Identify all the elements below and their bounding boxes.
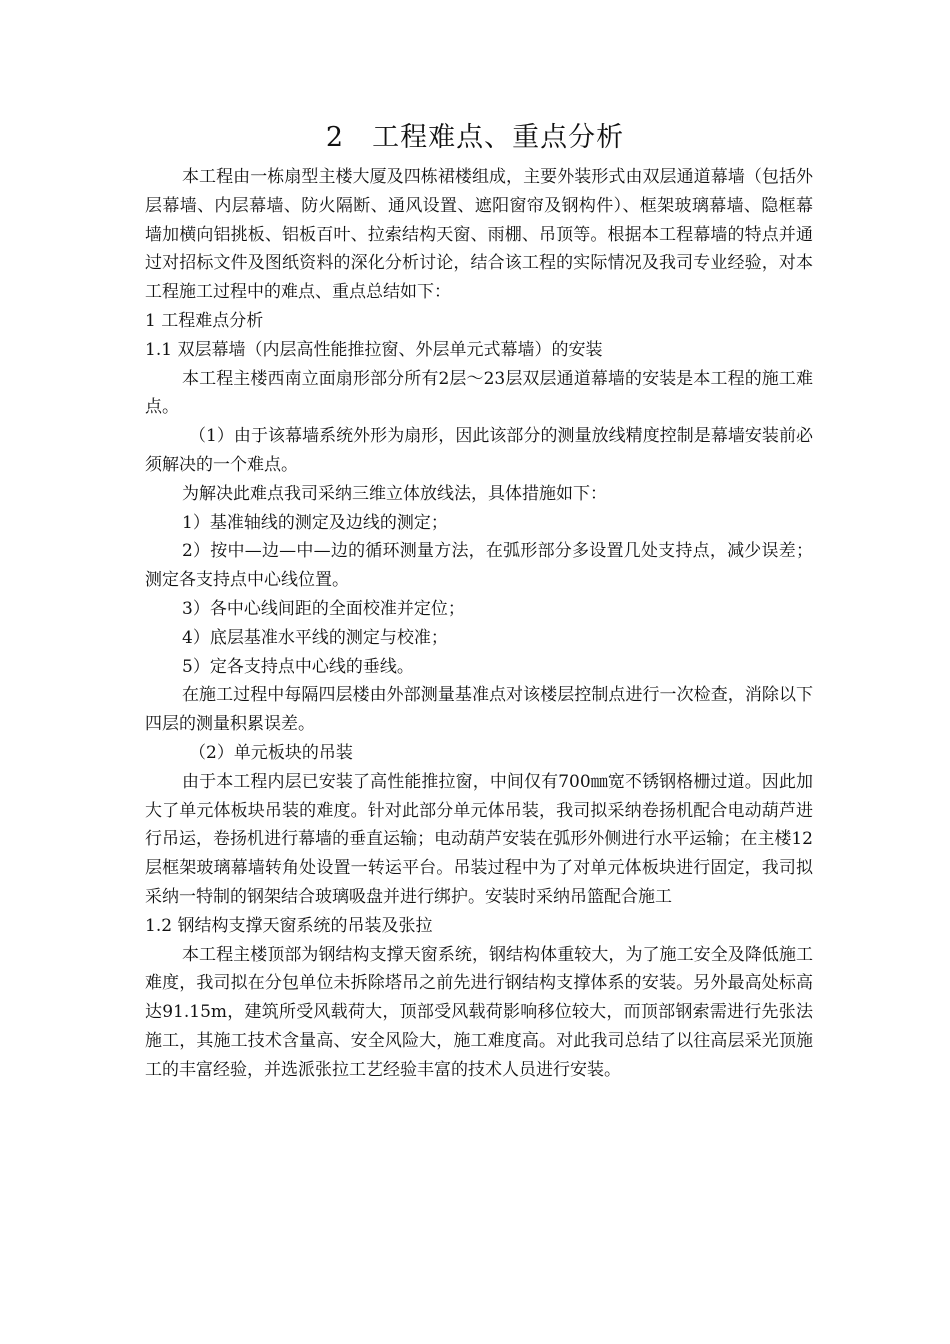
- paragraph: 为解决此难点我司采纳三维立体放线法，具体措施如下：: [182, 483, 607, 504]
- page-title: 2 工程难点、重点分析: [325, 122, 625, 153]
- step-item: 5）定各支持点中心线的垂线。: [182, 656, 414, 677]
- step-item: 4）底层基准水平线的测定与校准；: [182, 627, 448, 648]
- paragraph: 本工程主楼顶部为钢结构支撑天窗系统，钢结构体重较大，为了施工安全及降低施工难度，我司拟在分包单位未拆除塔吊之前先进行钢结构支撑体系的安装。另外最高处标高达91.15m，建筑所受风载荷大，顶部受风载荷影响移位较大，而顶部钢索需进行先张法施工，其施工技术含量高、安全风险大，施工难度高。对此我司总结了以往高层采光顶施工的丰富经验，并选派张拉工艺经验丰富的技术人员进行安装。: [145, 944, 813, 1080]
- paragraph: 本工程主楼西南立面扇形部分所有2层～23层双层通道幕墙的安装是本工程的施工难点。: [145, 368, 813, 418]
- item-heading: （2）单元板块的吊装: [189, 742, 353, 763]
- item-heading: （1）由于该幕墙系统外形为扇形，因此该部分的测量放线精度控制是幕墙安装前必须解决的一个难点。: [145, 426, 813, 475]
- section-heading: 1 工程难点分析: [145, 310, 264, 331]
- step-item: 3）各中心线间距的全面校准并定位；: [182, 598, 465, 619]
- intro-paragraph: 本工程由一栋扇型主楼大厦及四栋裙楼组成，主要外装形式由双层通道幕墙（包括外层幕墙、内层幕墙、防火隔断、通风设置、遮阳窗帘及钢构件）、框架玻璃幕墙、隐框幕墙加横向铝挑板、铝板百叶、拉索结构天窗、雨棚、吊顶等。根据本工程幕墙的特点并通过对招标文件及图纸资料的深化分析讨论，结合该工程的实际情况及我司专业经验，对本工程施工过程中的难点、重点总结如下：: [145, 167, 813, 303]
- document-body: [145, 163, 813, 1085]
- paragraph: 由于本工程内层已安装了高性能推拉窗，中间仅有700㎜宽不锈钢格栅过道。因此加大了单元体板块吊装的难度。针对此部分单元体吊装，我司拟采纳卷扬机配合电动葫芦进行吊运，卷扬机进行幕墙的垂直运输；电动葫芦安装在弧形外侧进行水平运输；在主楼12层框架玻璃幕墙转角处设置一转运平台。吊装过程中为了对单元体板块进行固定，我司拟采纳一特制的钢架结合玻璃吸盘并进行绑护。安装时采纳吊篮配合施工: [145, 771, 813, 907]
- step-item: 2）按中—边—中—边的循环测量方法，在弧形部分多设置几处支持点，减少误差；测定各支持点中心线位置。: [145, 541, 813, 591]
- subsection-heading: 1.1 双层幕墙（内层高性能推拉窗、外层单元式幕墙）的安装: [145, 339, 603, 360]
- step-item: 1）基准轴线的测定及边线的测定；: [182, 512, 448, 533]
- subsection-heading: 1.2 钢结构支撑天窗系统的吊装及张拉: [145, 915, 433, 936]
- paragraph: 在施工过程中每隔四层楼由外部测量基准点对该楼层控制点进行一次检查，消除以下四层的测量积累误差。: [145, 685, 813, 735]
